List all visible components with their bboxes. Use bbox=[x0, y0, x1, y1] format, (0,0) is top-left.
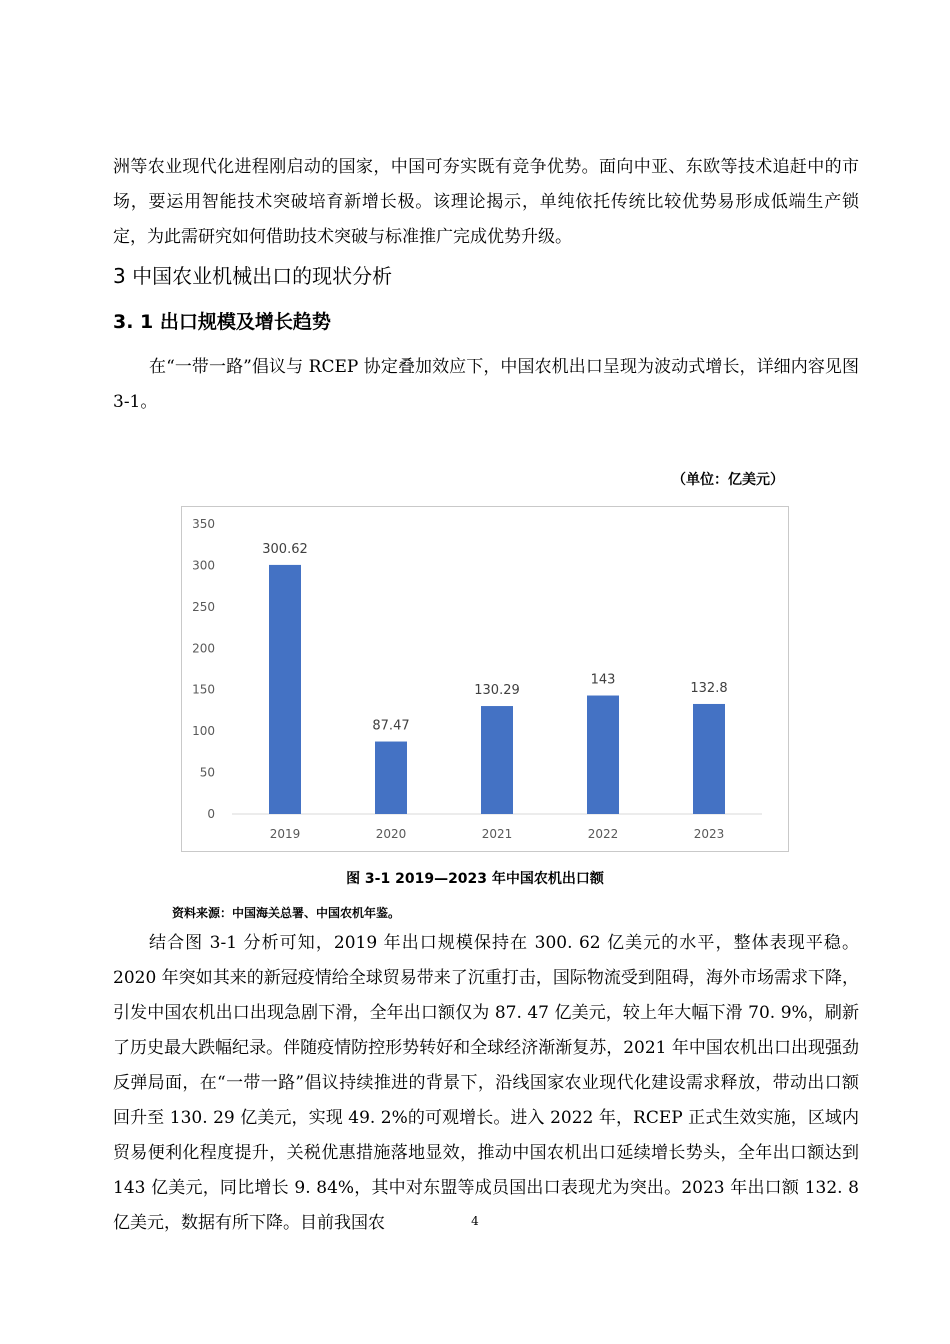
bar-2019 bbox=[269, 565, 301, 814]
y-tick-label: 50 bbox=[199, 765, 215, 780]
y-tick-label: 150 bbox=[192, 682, 215, 697]
x-tick-label-2023: 2023 bbox=[693, 827, 725, 841]
bar-chart-svg bbox=[182, 507, 788, 851]
data-label-2023: 132.8 bbox=[690, 680, 728, 696]
data-label-2019: 300.62 bbox=[262, 541, 308, 557]
bar-2021 bbox=[481, 706, 513, 814]
data-label-2022: 143 bbox=[590, 672, 616, 688]
analysis-paragraph: 结合图 3-1 分析可知，2019 年出口规模保持在 300. 62 亿美元的水平，整体表现平稳。2020 年突如其来的新冠疫情给全球贸易带来了沉重打击，国际物流受到阻碍，海外市场需求下降，引发中国农机出口出现急剧下滑，全年出口额仅为 87. 47 亿美元，较上年大幅下滑 70. 9%，刷新了历史最大跌幅纪录。伴随疫情防控形势转好和全球经济渐渐复苏，2021 年中国农机出口出现强劲反弹局面，在“一带一路”倡议持续推进的背景下，沿线国家农业现代化建设需求释放，带动出口额回升至 130. 29 亿美元，实现 49. 2%的可观增长。进入 2022 年，RCEP 正式生效实施，区域内贸易便利化程度提升，关税优惠措施落地显效，推动中国农机出口延续增长势头，全年出口额达到 143 亿美元，同比增长 9. 84%，其中对东盟等成员国出口表现尤为突出。2023 年出口额 132. 8 亿美元，数据有所下降。目前我国农 bbox=[113, 933, 859, 1233]
x-tick-label-2021: 2021 bbox=[481, 827, 513, 841]
page-number: 4 bbox=[471, 1214, 479, 1228]
unit-label: （单位：亿美元） bbox=[672, 472, 784, 488]
bar-chart bbox=[181, 506, 789, 852]
data-label-2020: 87.47 bbox=[372, 718, 410, 734]
x-tick-label-2022: 2022 bbox=[587, 827, 619, 841]
figure-caption: 图 3-1 2019—2023 年中国农机出口额 bbox=[346, 871, 604, 887]
subsection-heading: 3. 1 出口规模及增长趋势 bbox=[113, 311, 331, 333]
intro-paragraph: 洲等农业现代化进程刚启动的国家，中国可夯实既有竞争优势。面向中亚、东欧等技术追赶中的市场，要运用智能技术突破培育新增长极。该理论揭示，单纯依托传统比较优势易形成低端生产锁定，为此需研究如何借助技术突破与标准推广完成优势升级。 bbox=[113, 157, 859, 247]
x-tick-label-2020: 2020 bbox=[375, 827, 407, 841]
y-tick-label: 0 bbox=[207, 807, 215, 821]
bar-2020 bbox=[375, 742, 407, 814]
bar-2022 bbox=[587, 696, 619, 814]
section-heading: 3 中国农业机械出口的现状分析 bbox=[113, 264, 393, 288]
y-tick-label: 100 bbox=[192, 724, 215, 739]
y-tick-label: 250 bbox=[192, 599, 215, 614]
data-label-2021: 130.29 bbox=[474, 683, 520, 699]
y-tick-label: 300 bbox=[192, 558, 215, 573]
y-tick-label: 200 bbox=[192, 641, 215, 656]
lead-paragraph: 在“一带一路”倡议与 RCEP 协定叠加效应下，中国农机出口呈现为波动式增长，详细内容见图 3-1。 bbox=[113, 357, 859, 412]
bar-2023 bbox=[693, 704, 725, 814]
y-tick-label: 350 bbox=[192, 517, 215, 531]
figure-source: 资料来源：中国海关总署、中国农机年鉴。 bbox=[172, 906, 401, 920]
x-tick-label-2019: 2019 bbox=[269, 827, 301, 841]
